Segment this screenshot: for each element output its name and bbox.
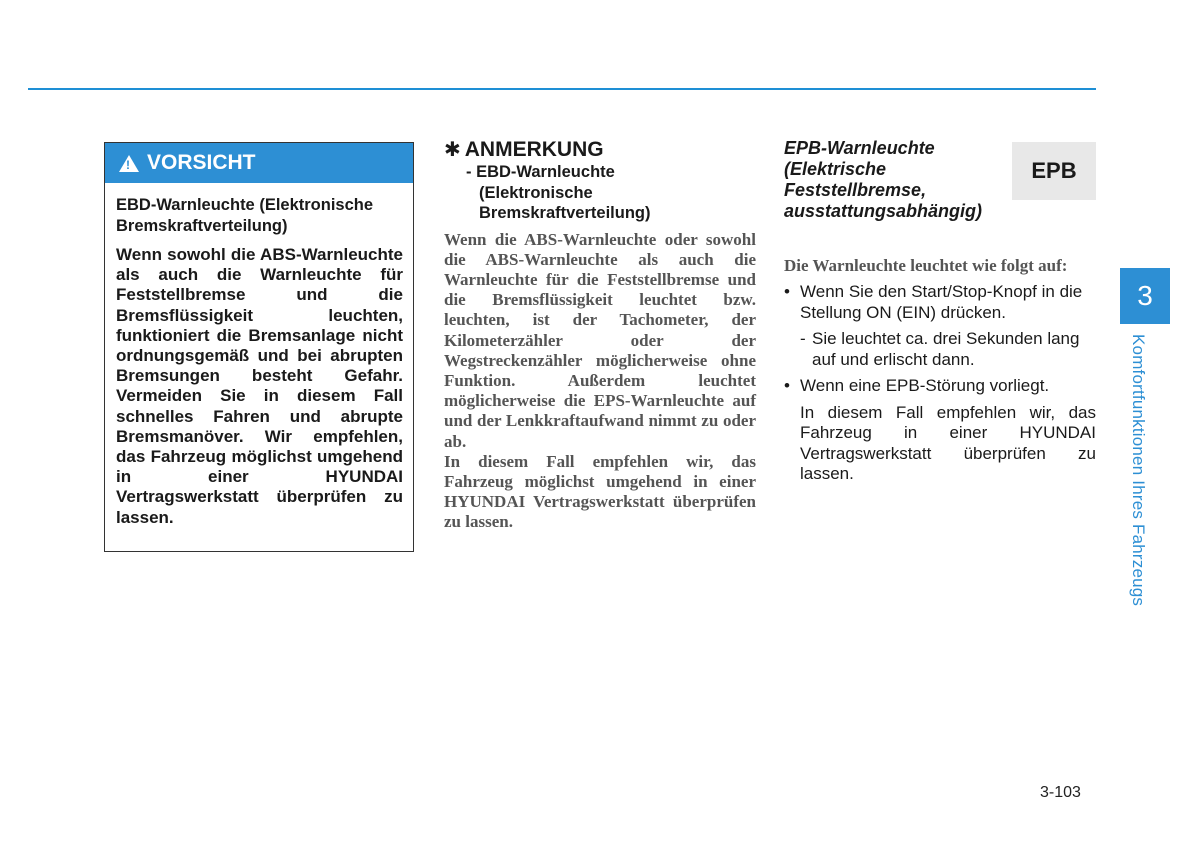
- warning-box: [104, 142, 414, 552]
- warning-header-label: VORSICHT: [147, 151, 256, 174]
- note-header: [444, 138, 756, 162]
- warning-title: EBD-Warnleuchte (Elektronische Bremskraftverteilung): [116, 196, 374, 235]
- note-subtitle-line: - EBD-Warnleuchte: [466, 163, 615, 181]
- bullet-text: Wenn eine EPB-Störung vorliegt.: [800, 376, 1050, 396]
- note-subtitle-line: Bremskraftverteilung): [479, 204, 651, 222]
- bullet-icon: •: [784, 376, 790, 396]
- warning-triangle-icon: !: [119, 155, 139, 172]
- page-number: 3-103: [1040, 784, 1081, 801]
- bullet-icon: •: [784, 282, 790, 302]
- bullet-text: Wenn Sie den Start/Stop-Knopf in die Stellung ON (EIN) drücken.: [800, 282, 1083, 322]
- note-header-label: ANMERKUNG: [464, 138, 604, 161]
- dash-icon: -: [800, 329, 806, 349]
- bullet-followup-text: In diesem Fall empfehlen wir, das Fahrzeug in einer HYUNDAI Vertragswerkstatt überprüfen zu lassen.: [800, 402, 1096, 484]
- warning-text: Wenn sowohl die ABS-Warnleuchte als auch die Warnleuchte für Feststellbremse und die Bremsflüssigkeit leuchten, funktioniert die Bremsanlage nicht ordnungsgemäß und bei abrupten Bremsungen besteht Gefahr. Vermeiden Sie in diesem Fall schnelles Fahren und abrupte Bremsmanöver. Wir empfehlen, das Fahrzeug möglichst umgehend in einer HYUNDAI Vertragswerkstatt überprüfen zu lassen.: [116, 245, 403, 527]
- epb-title: EPB-Warnleuchte (Elektrische Feststellbremse, ausstattungsabhängig): [784, 138, 983, 221]
- warning-header: [105, 143, 413, 183]
- epb-badge: EPB: [1012, 142, 1096, 200]
- note-section: [444, 138, 756, 533]
- note-paragraph: In diesem Fall empfehlen wir, das Fahrzeug möglichst umgehend in einer HYUNDAI Vertragswerkstatt überprüfen zu lassen.: [444, 451, 756, 532]
- asterisk-icon: ✱: [444, 139, 461, 161]
- list-item: [784, 282, 1096, 370]
- epb-intro: Die Warnleuchte leuchtet wie folgt auf:: [784, 256, 1068, 275]
- sub-item-text: Sie leuchtet ca. drei Sekunden lang auf und erlischt dann.: [812, 329, 1080, 369]
- epb-bullet-list: [784, 282, 1096, 485]
- sub-item: [800, 329, 1096, 370]
- chapter-title: Komfortfunktionen Ihres Fahrzeugs: [1129, 334, 1148, 607]
- note-paragraph: Wenn die ABS-Warnleuchte oder sowohl die ABS-Warnleuchte als auch die Warnleuchte für die Feststellbremse und die Bremsflüssigkeit leuchtet bzw. leuchten, ist der Tachometer, der Kilometerzähler oder der Wegstreckenzähler möglicherweise ohne Funktion. Außerdem leuchtet möglicherweise die EPS-Warnleuchte auf und der Lenkkraftaufwand nimmt zu oder ab.: [444, 229, 756, 451]
- warning-body: [105, 183, 413, 528]
- top-rule: [28, 88, 1096, 90]
- note-subtitle: [466, 162, 756, 224]
- note-subtitle-line: (Elektronische: [479, 183, 593, 202]
- list-item: [784, 376, 1096, 485]
- chapter-tab: 3: [1120, 268, 1170, 324]
